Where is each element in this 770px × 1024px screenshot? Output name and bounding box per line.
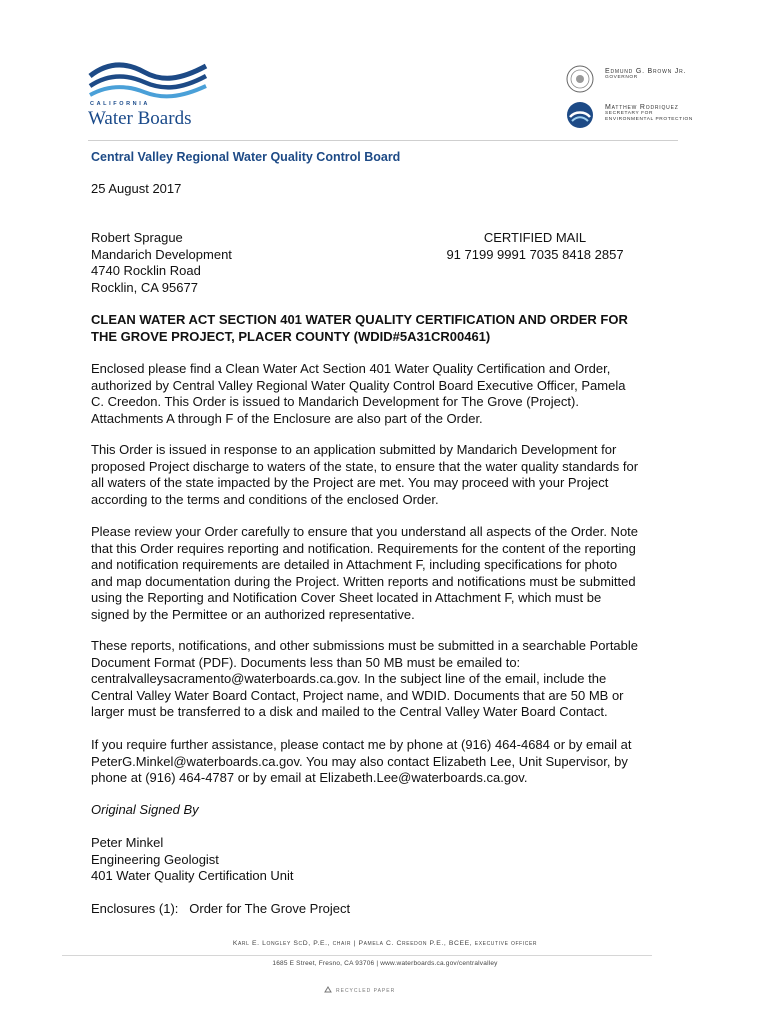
original-signed-note: Original Signed By <box>91 802 199 817</box>
paragraph-line: centralvalleysacramento@waterboards.ca.gov. In the subject line of the email, include the <box>91 671 607 686</box>
header-divider <box>88 140 678 141</box>
recipient-address <box>91 230 232 296</box>
paragraph-line: according to the terms and conditions of the enclosed Order. <box>91 491 439 507</box>
address-line: 4740 Rocklin Road <box>91 263 201 278</box>
paragraph-line: signed by the Permittee or an authorized representative. <box>91 606 415 622</box>
paragraph-line: Document Format (PDF). Documents less than 50 MB must be emailed to: <box>91 654 521 670</box>
footer-divider <box>62 955 652 956</box>
governor-name: Edmund G. Brown Jr. <box>605 68 687 75</box>
recycle-icon <box>323 986 333 996</box>
subject-line-1: CLEAN WATER ACT SECTION 401 WATER QUALITY CERTIFICATION AND ORDER FOR <box>91 312 628 327</box>
governor-row <box>565 64 765 100</box>
signer-title: Engineering Geologist <box>91 851 219 867</box>
water-boards-logo <box>88 62 210 132</box>
paragraph-line: These reports, notifications, and other submissions must be submitted in a searchable Portable <box>91 638 639 653</box>
secretary-title-2: ENVIRONMENTAL PROTECTION <box>605 117 693 122</box>
paragraph-3 <box>91 524 638 623</box>
paragraph-line: proposed Project discharge to waters of the state, to ensure that the water quality standards for <box>91 458 639 474</box>
paragraph-line: If you require further assistance, please contact me by phone at (916) 464-4684 or by email at <box>91 737 632 752</box>
state-seal-icon <box>565 64 595 94</box>
paragraph-line: all waters of the state impacted by the Project are met. You may proceed with your Project <box>91 475 609 490</box>
secretary-name: Matthew Rodriquez <box>605 104 679 111</box>
subject-line-2: THE GROVE PROJECT, PLACER COUNTY (WDID#5A31CR00461) <box>91 328 491 344</box>
paragraph-5 <box>91 737 632 787</box>
certified-number: 91 7199 9991 7035 8418 2857 <box>446 246 624 262</box>
waves-icon <box>88 62 210 102</box>
governor-title: GOVERNOR <box>605 75 638 80</box>
board-title: Central Valley Regional Water Quality Control Board <box>91 150 401 164</box>
paragraph-line: PeterG.Minkel@waterboards.ca.gov. You may also contact Elizabeth Lee, Unit Supervisor, by <box>91 753 628 769</box>
paragraph-line: larger must be transferred to a disk and mailed to the Central Valley Water Board Contact. <box>91 704 608 719</box>
signature-block <box>91 835 294 885</box>
paragraph-line: This Order is issued in response to an application submitted by Mandarich Development for <box>91 442 617 457</box>
paragraph-line: using the Reporting and Notification Cover Sheet located in Attachment F, which must be <box>91 590 602 605</box>
logo-state-label: CALIFORNIA <box>90 101 150 107</box>
paragraph-line: and notification requirements are detailed in Attachment F, including specifications for photo <box>91 557 618 572</box>
footer-officers <box>0 940 770 947</box>
calepa-icon <box>565 100 595 130</box>
letter-date: 25 August 2017 <box>91 181 182 196</box>
signer-unit: 401 Water Quality Certification Unit <box>91 868 294 883</box>
address-line: Rocklin, CA 95677 <box>91 279 198 295</box>
secretary-title-1: SECRETARY FOR <box>605 111 654 116</box>
certified-label: CERTIFIED MAIL <box>483 230 587 245</box>
logo-name-label: Water Boards <box>88 108 192 129</box>
footer-address: 1685 E Street, Fresno, CA 93706 | www.waterboards.ca.gov/centralvalley <box>272 960 498 967</box>
signer-name: Peter Minkel <box>91 835 164 850</box>
paragraph-line: Central Valley Water Board Contact, Project name, and WDID. Documents that are 50 MB or <box>91 687 624 703</box>
footer-officers-text: Karl E. Longley ScD, P.E., chair | Pamela C. Creedon P.E., BCEE, executive officer <box>232 940 538 947</box>
paragraph-line: Attachments A through F of the Enclosure are also part of the Order. <box>91 410 483 426</box>
certified-mail-block <box>440 230 630 263</box>
paragraph-4 <box>91 638 638 721</box>
paragraph-line: C. Creedon. This Order is issued to Mandarich Development for The Grove (Project). <box>91 394 579 409</box>
enclosures-line: Enclosures (1): Order for The Grove Project <box>91 901 351 916</box>
subject-line <box>91 312 628 345</box>
paragraph-line: that this Order requires reporting and notification. Requirements for the content of the reporting <box>91 540 636 556</box>
secretary-row <box>565 100 765 136</box>
paragraph-2 <box>91 442 638 508</box>
paragraph-line: phone at (916) 464-4787 or by email at Elizabeth.Lee@waterboards.ca.gov. <box>91 770 528 785</box>
recycled-paper-label: RECYCLED PAPER <box>336 988 396 994</box>
paragraph-line: Enclosed please find a Clean Water Act Section 401 Water Quality Certification and Order, <box>91 361 611 376</box>
paragraph-line: authorized by Central Valley Regional Water Quality Control Board Executive Officer, Pamela <box>91 377 626 393</box>
officials-block <box>565 64 765 136</box>
paragraph-1 <box>91 361 625 427</box>
address-line: Mandarich Development <box>91 246 232 262</box>
paragraph-line: and map documentation during the Project. Written reports and notifications must be submitted <box>91 573 636 589</box>
address-line: Robert Sprague <box>91 230 183 245</box>
paragraph-line: Please review your Order carefully to ensure that you understand all aspects of the Order. Note <box>91 524 639 539</box>
recycled-paper-mark <box>323 986 395 996</box>
